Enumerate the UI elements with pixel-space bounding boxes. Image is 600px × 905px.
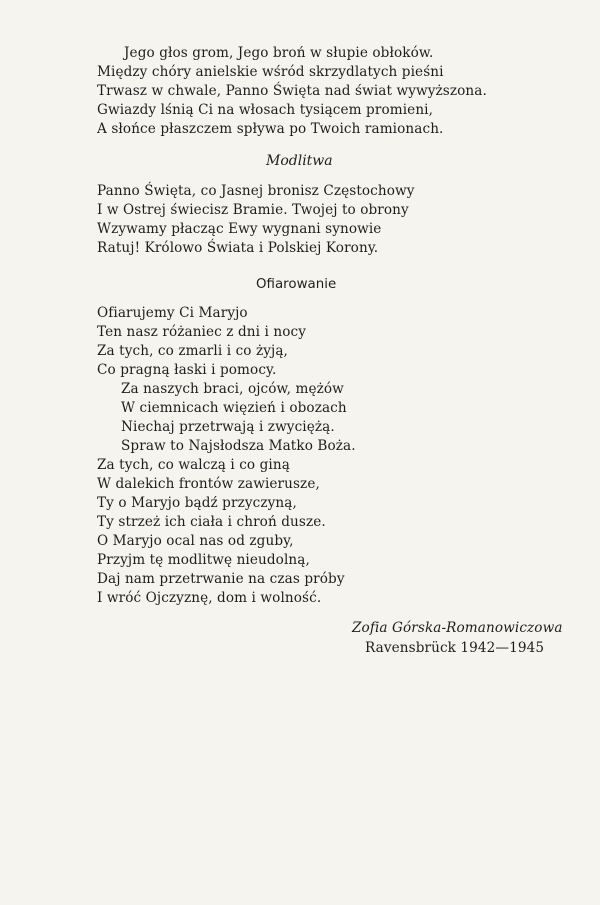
poem-line: I wróć Ojczyznę, dom i wolność. [97,590,322,606]
poem-line: W dalekich frontów zawierusze, [97,476,320,492]
poem-line: Co pragną łaski i pomocy. [97,362,277,378]
poem-line: Między chóry anielskie wśród skrzydlatych pieśni [97,64,444,80]
section-title: Ofiarowanie [256,277,337,292]
poem-line: Ofiarujemy Ci Maryjo [97,305,248,321]
poem-line: Niechaj przetrwają i zwyciężą. [121,419,335,435]
poem-line: Gwiazdy lśnią Ci na włosach tysiącem promieni, [97,102,434,118]
poem-line: Wzywamy płacząc Ewy wygnani synowie [97,221,382,237]
poem-line: A słońce płaszczem spływa po Twoich ramionach. [97,121,444,137]
poem-line: Spraw to Najsłodsza Matko Boża. [121,438,356,454]
poem-line: Za tych, co zmarli i co żyją, [97,343,288,359]
poem-line: W ciemnicach więzień i obozach [121,400,347,416]
poem-line: Jego głos grom, Jego broń w słupie obłoków. [124,45,434,61]
author-name: Zofia Górska-Romanowiczowa [352,620,563,636]
poem-line: Za naszych braci, ojców, mężów [121,381,344,397]
poem-line: Ratuj! Królowo Świata i Polskiej Korony. [97,240,379,256]
poem-line: Ty o Maryjo bądź przyczyną, [97,495,297,511]
poem-line: Daj nam przetrwanie na czas próby [97,571,345,587]
poem-line: I w Ostrej świecisz Bramie. Twojej to obrony [97,202,409,218]
poem-line: Za tych, co walczą i co giną [97,457,290,473]
poem-line: Ty strzeż ich ciała i chroń dusze. [97,514,326,530]
section-title: Modlitwa [266,153,333,169]
poem-line: Panno Święta, co Jasnej bronisz Częstochowy [97,183,415,199]
place-dates: Ravensbrück 1942—1945 [365,640,545,656]
poem-line: O Maryjo ocal nas od zguby, [97,533,294,549]
poem-line: Przyjm tę modlitwę nieudolną, [97,552,310,568]
poem-line: Ten nasz różaniec z dni i nocy [97,324,306,340]
poem-line: Trwasz w chwale, Panno Święta nad świat wywyższona. [97,83,487,99]
